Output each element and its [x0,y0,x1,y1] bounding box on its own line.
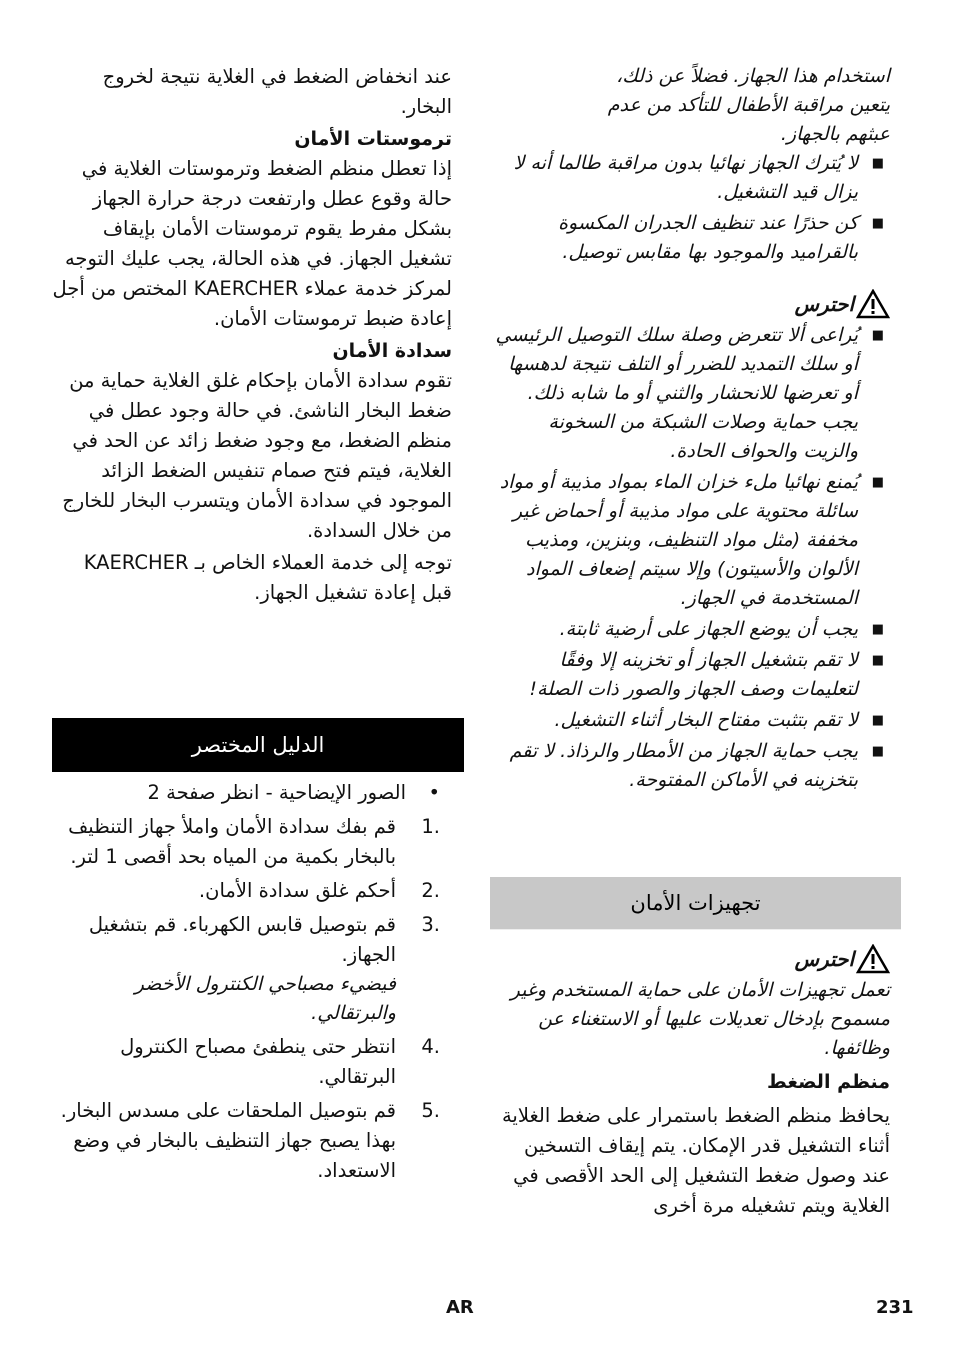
footer-language: AR [446,1297,474,1318]
step-note: فيضيء مصباحي الكنترول الأخضر والبرتقالي. [134,973,396,1024]
step-text: أحكم غلق سدادة الأمان. [198,879,396,902]
section-title-safety-devices [490,877,901,930]
step-item [52,1096,440,1186]
safety-list-1 [490,149,890,267]
paragraph: عند انخفاض الضغط في الغلاية نتيجة لخروج البخار. [102,65,452,118]
warning-header [490,289,890,319]
step-number: 4. [421,1035,440,1058]
intro-line: يتعين مراقبة الأطفال للتأكد من عدم [607,94,890,116]
safety-list-2 [490,321,890,795]
intro-line: عبثهم بالجهاز. [780,123,890,145]
step-number: 5. [421,1099,440,1122]
section-title-text: الدليل المختصر [191,733,325,757]
safety-cap-heading: سدادة الأمان [332,340,452,362]
warning-label: احترس [794,292,854,316]
square-bullet-icon: ■ [871,156,884,171]
step-number: 2. [421,879,440,902]
left-column [52,62,452,608]
bullet-dot-icon: • [428,781,440,804]
list-item: ■ لا تقم بتثبت مفتاح البخار أثناء التشغيل. [490,706,858,735]
list-item: ■ لا يُترك الجهاز نهائيا بدون مراقبة طالما أنه لا يزال قيد التشغيل. [490,149,858,207]
pressure-regulator-heading: منظم الضغط [767,1071,890,1093]
list-item: ■ كن حذرًا عند تنظيف الجدران المكسوة بالقراميد والموجود بها مقابس توصيل. [490,209,858,267]
square-bullet-icon: ■ [871,653,884,668]
step-item [52,910,440,1028]
safety-devices-section [500,944,890,1221]
square-bullet-icon: ■ [871,475,884,490]
square-bullet-icon: ■ [871,744,884,759]
square-bullet-icon: ■ [871,328,884,343]
warning-text: تعمل تجهيزات الأمان على حماية المستخدم وغير مسموح بإدخال تعديلات عليها أو الاستغناء عن وظائفها. [510,979,890,1059]
step-item [52,876,440,906]
square-bullet-icon: ■ [871,622,884,637]
list-item: ■ يجب حماية الجهاز من الأمطار والرذاذ. لا تقم بتخزينه في الأماكن المفتوحة. [490,737,858,795]
list-item: ■ يُراعى ألا تتعرض وصلة سلك التوصيل الرئيسي أو سلك التمديد للضرر أو التلف نتيجة لدهسها أو تعرضها للانحشار والثني أو ما شابه ذلك. يجب حماية وصلات الشبكة من السخونة والزيت والحواف الحادة. [490,321,858,466]
warning-triangle-icon [856,289,890,319]
intro-line: استخدام هذا الجهاز. فضلاً عن ذلك، [616,65,890,87]
thermostat-text: إذا تعطل منظم الضغط وترموستات الغلاية في حالة وقوع عطل وارتفعت درجة حرارة الجهاز بشكل مفرط يقوم ترموستات الأمان بإيقاف تشغيل الجهاز. في هذه الحالة، يجب عليك التوجه لمركز خدمة عملاء KAERCHER المختص من أجل إعادة ضبط ترموستات الأمان. [52,157,452,330]
step-text: انتظر حتى ينطفئ مصباح الكنترول البرتقالي. [120,1035,396,1088]
warning-label: احترس [794,947,854,971]
warning-triangle-icon [856,944,890,974]
quick-guide-steps [52,812,452,1186]
step-item [52,812,440,872]
section-title-quick-guide [52,718,464,772]
step-item [52,1032,440,1092]
list-item: ■ يجب أن يوضع الجهاز على أرضية ثابتة. [490,615,858,644]
step-number: 3. [421,913,440,936]
list-item: ■ يُمنع نهائيا ملء خزان الماء بمواد مذيبة أو مواد سائلة محتوية على مواد مذيبة أو أحماض غير مخففة (مثل مواد التنظيف، وبنزين، ومذيب الألوان والأسيتون) وإلا سيتم إضعاف المواد المستخدمة في الجهاز. [490,468,858,613]
step-text: قم بتوصيل الملحقات على مسدس البخار. بهذا يصبح جهاز التنظيف بالبخار في وضع الاستعداد. [60,1099,396,1182]
illustrations-bullet: • الصور الإيضاحية - انظر صفحة 2 [52,778,406,808]
warning-header [500,944,890,974]
step-text: قم بفك سدادة الأمان واملأ جهاز التنظيف بالبخار بكمية من المياه بحد أقصى 1 لتر. [68,815,396,868]
safety-cap-text: تقوم سدادة الأمان بإحكام غلق الغلاية حماية من ضغط البخار الناشئ. في حالة وجود عطل في منظم الضغط، مع وجود ضغط زائد عن الحد في الغلاية، فيتم فتح صمام تنفيس الضغط الزائد الموجود في سدادة الأمان ويتسرب البخار للخارج من خلال السدادة. [62,369,452,542]
section-title-text: تجهيزات الأمان [630,891,761,915]
thermostat-heading: ترموستات الأمان [294,128,452,150]
quick-guide-section [52,778,452,1190]
service-note: توجه إلى خدمة العملاء الخاص بـ KAERCHER قبل إعادة تشغيل الجهاز. [83,551,452,604]
page-number: 231 [876,1297,914,1318]
pressure-regulator-text: يحافظ منظم الضغط باستمرار على ضغط الغلاية أثناء التشغيل قدر الإمكان. يتم إيقاف التسخين عند وصول ضغط التشغيل إلى الحد الأقصى في الغلاية ويتم تشغيله مرة أخرى [501,1104,890,1217]
square-bullet-icon: ■ [871,713,884,728]
step-number: 1. [421,815,440,838]
step-text: قم بتوصيل قابس الكهرباء. قم بتشغيل الجهاز. [88,913,396,966]
list-item: ■ لا تقم بتشغيل الجهاز أو تخزينه إلا وفقًا لتعليمات وصف الجهاز والصور ذات الصلة! [490,646,858,704]
right-column [490,62,890,797]
square-bullet-icon: ■ [871,216,884,231]
